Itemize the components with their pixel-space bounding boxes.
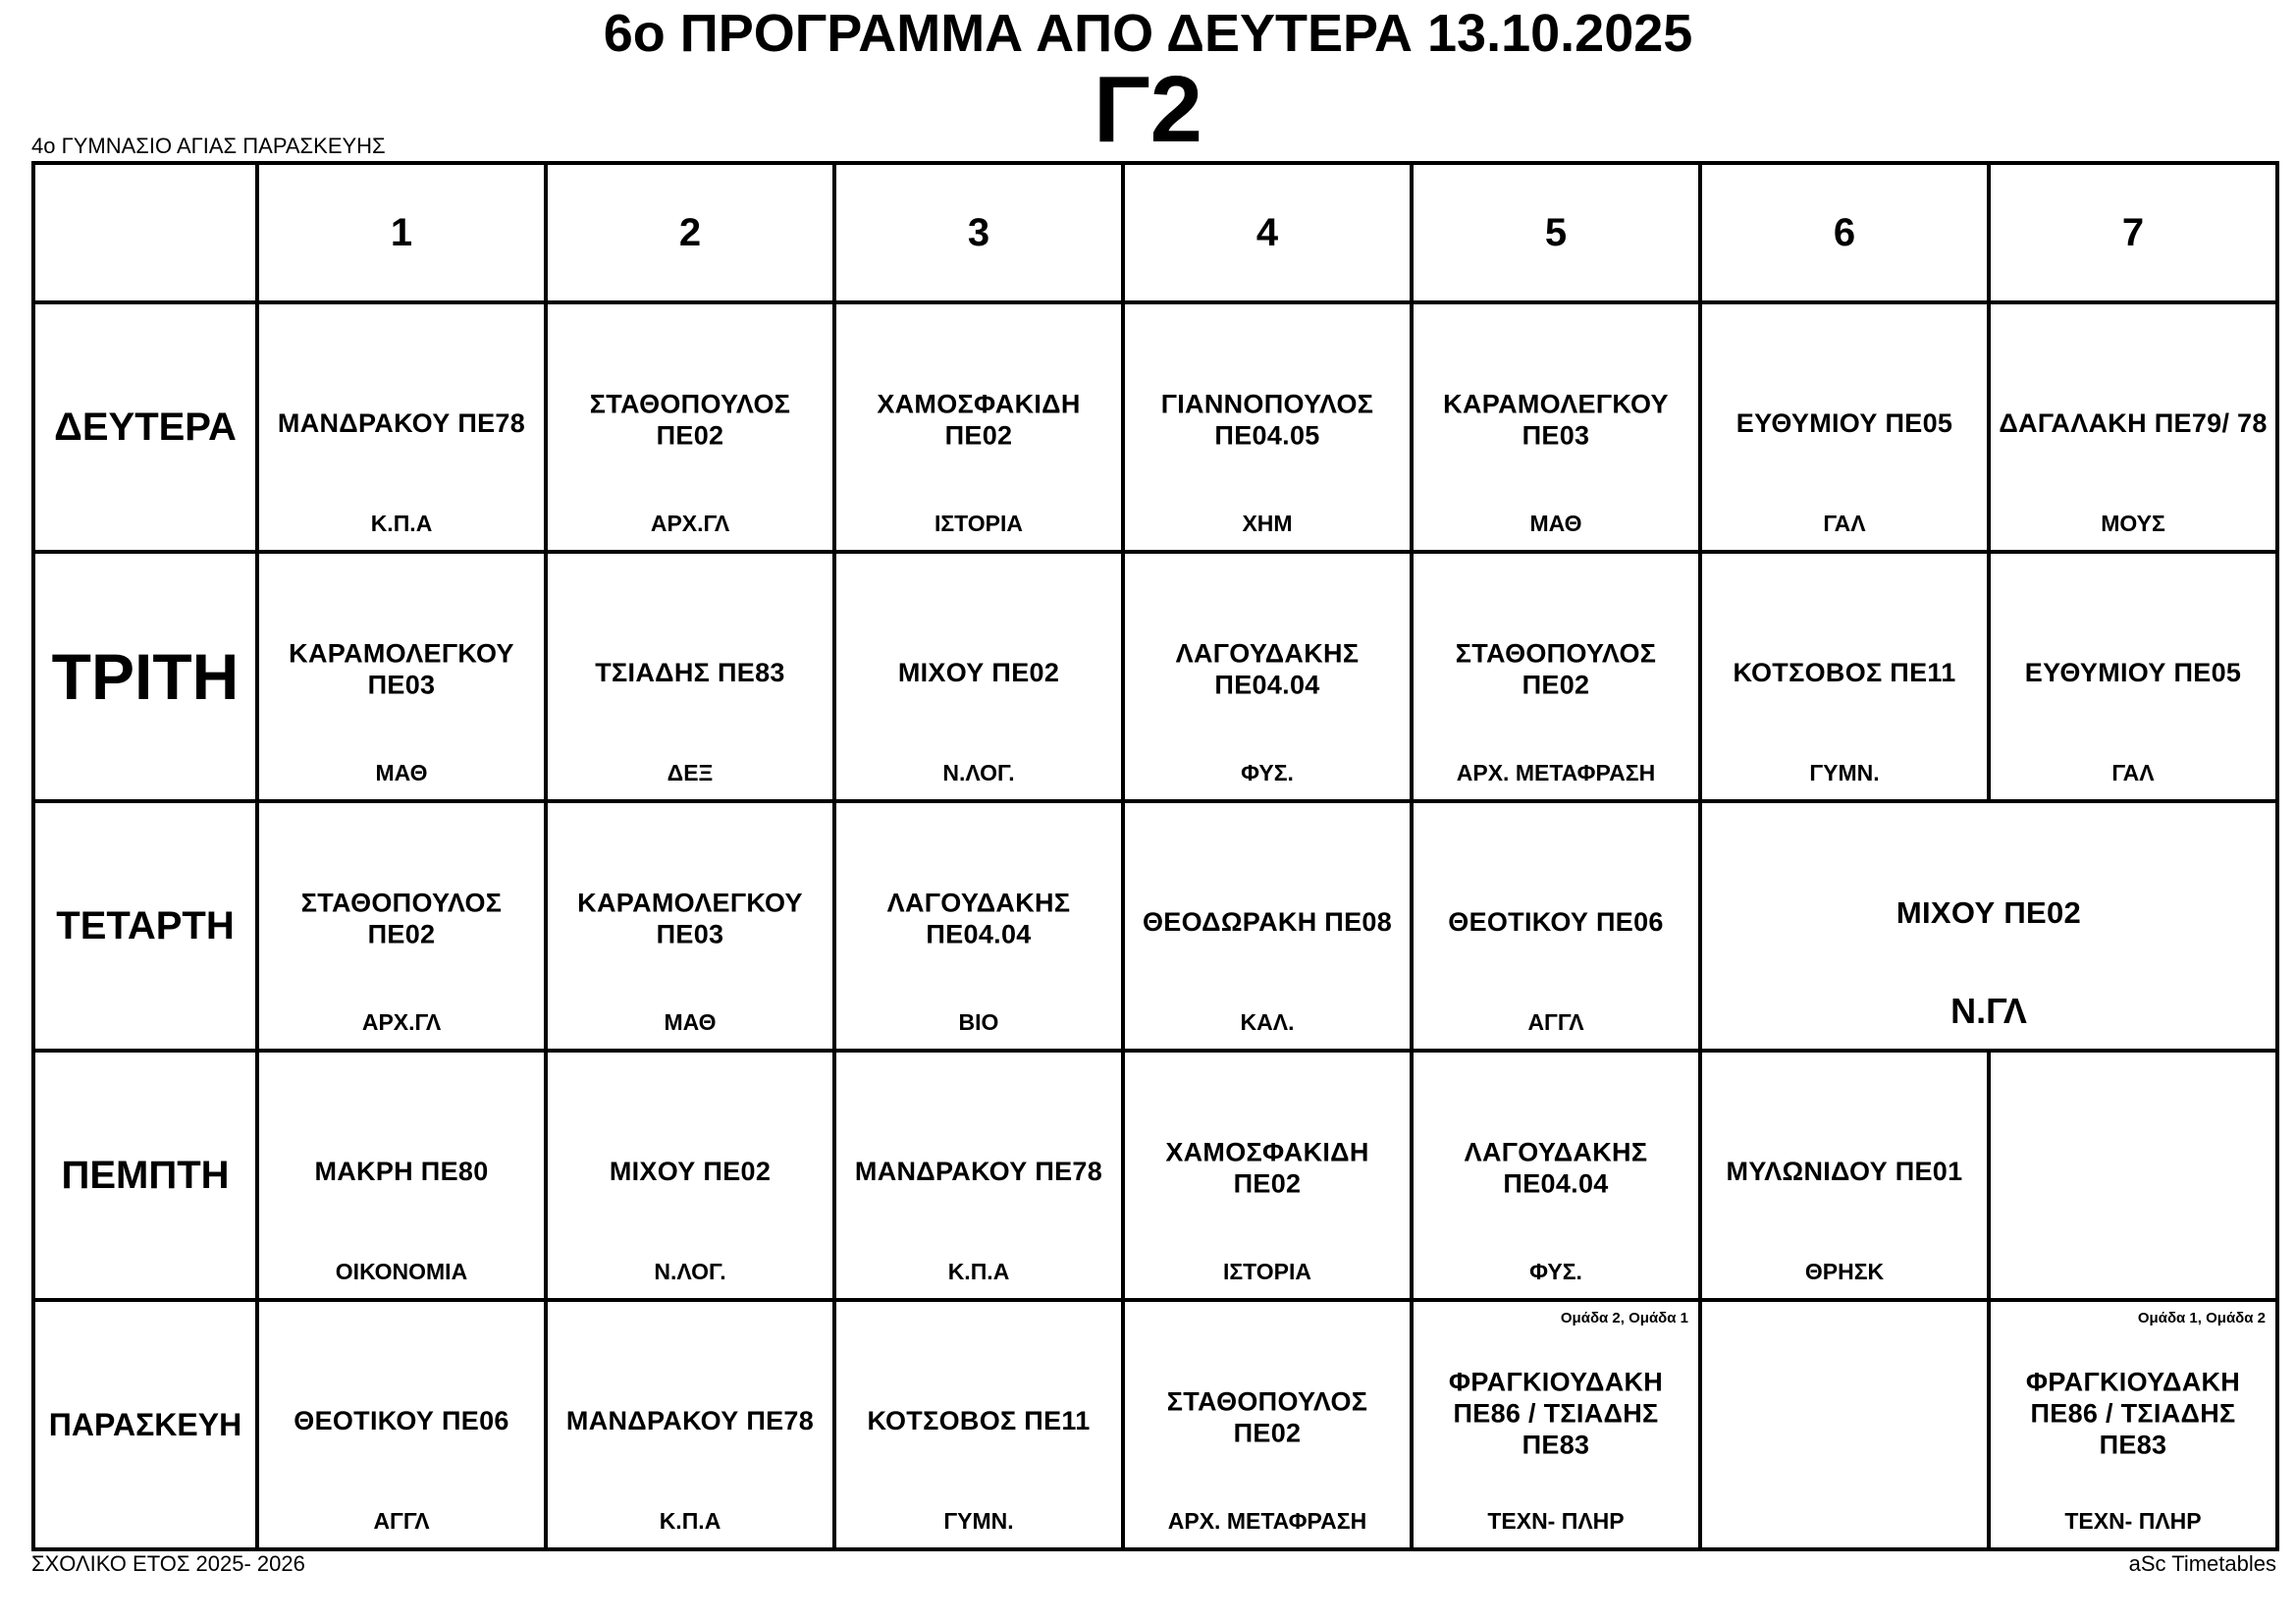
lesson-cell-double (1700, 801, 2277, 1051)
day-row-monday (33, 302, 2277, 552)
teacher-name: ΦΡΑΓΚΙΟΥΔΑΚΗ ΠΕ86 / ΤΣΙΑΔΗΣ ΠΕ83 (1448, 1367, 1664, 1460)
subject-name: Κ.Π.Α (370, 511, 433, 536)
subject-name: Ν.ΛΟΓ. (654, 1259, 726, 1284)
lesson-cell (834, 302, 1123, 552)
subject-name: ΚΑΛ. (1240, 1009, 1295, 1035)
timetable-grid (31, 161, 2279, 1551)
subject-name: ΧΗΜ (1242, 511, 1293, 536)
subject-name: Ν.ΛΟΓ. (942, 760, 1015, 785)
day-header (33, 1300, 257, 1549)
teacher-name: ΜΑΚΡΗ ΠΕ80 (314, 1157, 489, 1187)
day-name: ΔΕΥΤΕΡΑ (54, 405, 237, 449)
lesson-cell (1123, 801, 1412, 1051)
teacher-name: ΜΙΧΟΥ ΠΕ02 (1896, 895, 2082, 931)
subject-name: ΑΡΧ. ΜΕΤΑΦΡΑΣΗ (1456, 760, 1656, 785)
day-name: ΠΕΜΠΤΗ (61, 1153, 230, 1197)
lesson-cell (1123, 1051, 1412, 1300)
teacher-name: ΛΑΓΟΥΔΑΚΗΣ ΠΕ04.04 (1464, 1137, 1648, 1199)
day-header (33, 1051, 257, 1300)
day-row-tuesday (33, 552, 2277, 801)
day-header (33, 801, 257, 1051)
teacher-name: ΚΟΤΣΟΒΟΣ ΠΕ11 (867, 1406, 1091, 1436)
teacher-name: ΜΥΛΩΝΙΔΟΥ ΠΕ01 (1726, 1157, 1963, 1187)
period-number: 3 (967, 210, 990, 254)
subject-name: ΑΓΓΛ (373, 1508, 430, 1534)
teacher-name: ΜΙΧΟΥ ΠΕ02 (897, 658, 1060, 688)
period-number: 7 (2121, 210, 2145, 254)
period-number: 1 (390, 210, 413, 254)
period-number: 4 (1255, 210, 1279, 254)
subject-name: Κ.Π.Α (947, 1259, 1010, 1284)
school-year: ΣΧΟΛΙΚΟ ΕΤΟΣ 2025- 2026 (31, 1551, 305, 1576)
lesson-cell (834, 1300, 1123, 1549)
lesson-cell (1412, 302, 1700, 552)
lesson-cell (546, 801, 834, 1051)
lesson-cell (1123, 552, 1412, 801)
lesson-cell (1123, 302, 1412, 552)
lesson-cell (257, 1300, 546, 1549)
subject-name: ΑΡΧ.ΓΛ (650, 511, 730, 536)
lesson-cell (1412, 1300, 1700, 1549)
teacher-name: ΘΕΟΤΙΚΟΥ ΠΕ06 (1448, 907, 1664, 938)
class-name: Γ2 (1093, 57, 1203, 162)
subject-name: ΜΑΘ (664, 1009, 717, 1035)
subject-name: ΒΙΟ (958, 1009, 999, 1035)
teacher-name: ΜΙΧΟΥ ΠΕ02 (609, 1157, 772, 1187)
group-note: Ομάδα 2, Ομάδα 1 (1560, 1310, 1688, 1326)
subject-name: ΟΙΚΟΝΟΜΙΑ (335, 1259, 468, 1284)
teacher-name: ΤΣΙΑΔΗΣ ΠΕ83 (595, 658, 785, 688)
lesson-cell (1412, 552, 1700, 801)
period-header (546, 163, 834, 302)
subject-name: ΦΥΣ. (1529, 1259, 1582, 1284)
lesson-cell (1989, 302, 2277, 552)
teacher-name: ΘΕΟΤΙΚΟΥ ΠΕ06 (294, 1406, 509, 1436)
subject-name: ΜΑΘ (1529, 511, 1582, 536)
subject-name: ΤΕΧΝ- ΠΛΗΡ (2064, 1508, 2202, 1534)
day-row-friday (33, 1300, 2277, 1549)
lesson-cell (1700, 302, 1989, 552)
subject-name: Ν.ΓΛ (1950, 991, 2027, 1031)
teacher-name: ΜΑΝΔΡΑΚΟΥ ΠΕ78 (565, 1406, 815, 1436)
subject-name: ΑΡΧ.ΓΛ (361, 1009, 442, 1035)
lesson-cell (834, 1051, 1123, 1300)
lesson-cell (546, 1300, 834, 1549)
subject-name: ΤΕΧΝ- ΠΛΗΡ (1487, 1508, 1625, 1534)
software-credit: aSc Timetables (2128, 1551, 2276, 1576)
corner-cell (33, 163, 257, 302)
period-header (1989, 163, 2277, 302)
teacher-name: ΜΑΝΔΡΑΚΟΥ ΠΕ78 (854, 1157, 1103, 1187)
day-row-wednesday (33, 801, 2277, 1051)
lesson-cell (546, 302, 834, 552)
teacher-name: ΣΤΑΘΟΠΟΥΛΟΣ ΠΕ02 (300, 888, 503, 949)
lesson-cell (1412, 1051, 1700, 1300)
lesson-cell (1412, 801, 1700, 1051)
empty-lesson-cell (1989, 1051, 2277, 1300)
teacher-name: ΧΑΜΟΣΦΑΚΙΔΗ ΠΕ02 (877, 389, 1081, 451)
lesson-cell (1989, 1300, 2277, 1549)
school-name: 4ο ΓΥΜΝΑΣΙΟ ΑΓΙΑΣ ΠΑΡΑΣΚΕΥΗΣ (31, 134, 386, 158)
period-number: 5 (1544, 210, 1568, 254)
teacher-name: ΛΑΓΟΥΔΑΚΗΣ ΠΕ04.04 (1175, 638, 1360, 700)
lesson-cell (546, 1051, 834, 1300)
subject-name: ΑΡΧ. ΜΕΤΑΦΡΑΣΗ (1167, 1508, 1367, 1534)
subject-name: ΦΥΣ. (1241, 760, 1294, 785)
day-row-thursday (33, 1051, 2277, 1300)
empty-lesson-cell (1700, 1300, 1989, 1549)
lesson-cell (1123, 1300, 1412, 1549)
day-name: ΠΑΡΑΣΚΕΥΗ (48, 1406, 242, 1442)
timetable-title: 6ο ΠΡΟΓΡΑΜΜΑ ΑΠΟ ΔΕΥΤΕΡΑ 13.10.2025 (603, 4, 1693, 63)
teacher-name: ΛΑΓΟΥΔΑΚΗΣ ΠΕ04.04 (886, 888, 1071, 949)
period-header (834, 163, 1123, 302)
day-header (33, 552, 257, 801)
subject-name: Κ.Π.Α (659, 1508, 721, 1534)
subject-name: ΑΓΓΛ (1527, 1009, 1584, 1035)
subject-name: ΜΟΥΣ (2101, 511, 2165, 536)
teacher-name: ΔΑΓΑΛΑΚΗ ΠΕ79/ 78 (1999, 408, 2268, 439)
lesson-cell (834, 801, 1123, 1051)
period-header (1700, 163, 1989, 302)
teacher-name: ΓΙΑΝΝΟΠΟΥΛΟΣ ΠΕ04.05 (1160, 389, 1374, 451)
period-header (257, 163, 546, 302)
subject-name: ΓΥΜΝ. (1809, 760, 1880, 785)
period-header (1123, 163, 1412, 302)
teacher-name: ΣΤΑΘΟΠΟΥΛΟΣ ΠΕ02 (589, 389, 791, 451)
period-number: 2 (678, 210, 702, 254)
teacher-name: ΣΤΑΘΟΠΟΥΛΟΣ ΠΕ02 (1455, 638, 1657, 700)
lesson-cell (257, 552, 546, 801)
teacher-name: ΦΡΑΓΚΙΟΥΔΑΚΗ ΠΕ86 / ΤΣΙΑΔΗΣ ΠΕ83 (2025, 1367, 2241, 1460)
teacher-name: ΚΑΡΑΜΟΛΕΓΚΟΥ ΠΕ03 (1443, 389, 1669, 451)
period-number: 6 (1833, 210, 1856, 254)
lesson-cell (257, 1051, 546, 1300)
teacher-name: ΕΥΘΥΜΙΟΥ ΠΕ05 (1735, 408, 1953, 439)
subject-name: ΙΣΤΟΡΙΑ (934, 511, 1024, 536)
subject-name: ΜΑΘ (375, 760, 428, 785)
lesson-cell (257, 302, 546, 552)
teacher-name: ΚΑΡΑΜΟΛΕΓΚΟΥ ΠΕ03 (289, 638, 514, 700)
teacher-name: ΜΑΝΔΡΑΚΟΥ ΠΕ78 (277, 408, 526, 439)
day-name: ΤΕΤΑΡΤΗ (56, 903, 235, 947)
lesson-cell (1700, 1051, 1989, 1300)
subject-name: ΙΣΤΟΡΙΑ (1222, 1259, 1312, 1284)
lesson-cell (834, 552, 1123, 801)
lesson-cell (257, 801, 546, 1051)
lesson-cell (1700, 552, 1989, 801)
teacher-name: ΚΟΤΣΟΒΟΣ ΠΕ11 (1733, 658, 1956, 688)
lesson-cell (1989, 552, 2277, 801)
subject-name: ΓΥΜΝ. (943, 1508, 1014, 1534)
teacher-name: ΣΤΑΘΟΠΟΥΛΟΣ ΠΕ02 (1166, 1386, 1368, 1448)
period-header-row (33, 163, 2277, 302)
day-name: ΤΡΙΤΗ (51, 640, 240, 713)
period-header (1412, 163, 1700, 302)
group-note: Ομάδα 1, Ομάδα 2 (2137, 1310, 2266, 1326)
teacher-name: ΚΑΡΑΜΟΛΕΓΚΟΥ ΠΕ03 (577, 888, 803, 949)
subject-name: ΔΕΞ (667, 760, 714, 785)
subject-name: ΘΡΗΣΚ (1804, 1259, 1885, 1284)
teacher-name: ΧΑΜΟΣΦΑΚΙΔΗ ΠΕ02 (1165, 1137, 1369, 1199)
day-header (33, 302, 257, 552)
subject-name: ΓΑΛ (2111, 760, 2155, 785)
lesson-cell (546, 552, 834, 801)
teacher-name: ΕΥΘΥΜΙΟΥ ΠΕ05 (2024, 658, 2242, 688)
teacher-name: ΘΕΟΔΩΡΑΚΗ ΠΕ08 (1142, 907, 1393, 938)
subject-name: ΓΑΛ (1823, 511, 1866, 536)
